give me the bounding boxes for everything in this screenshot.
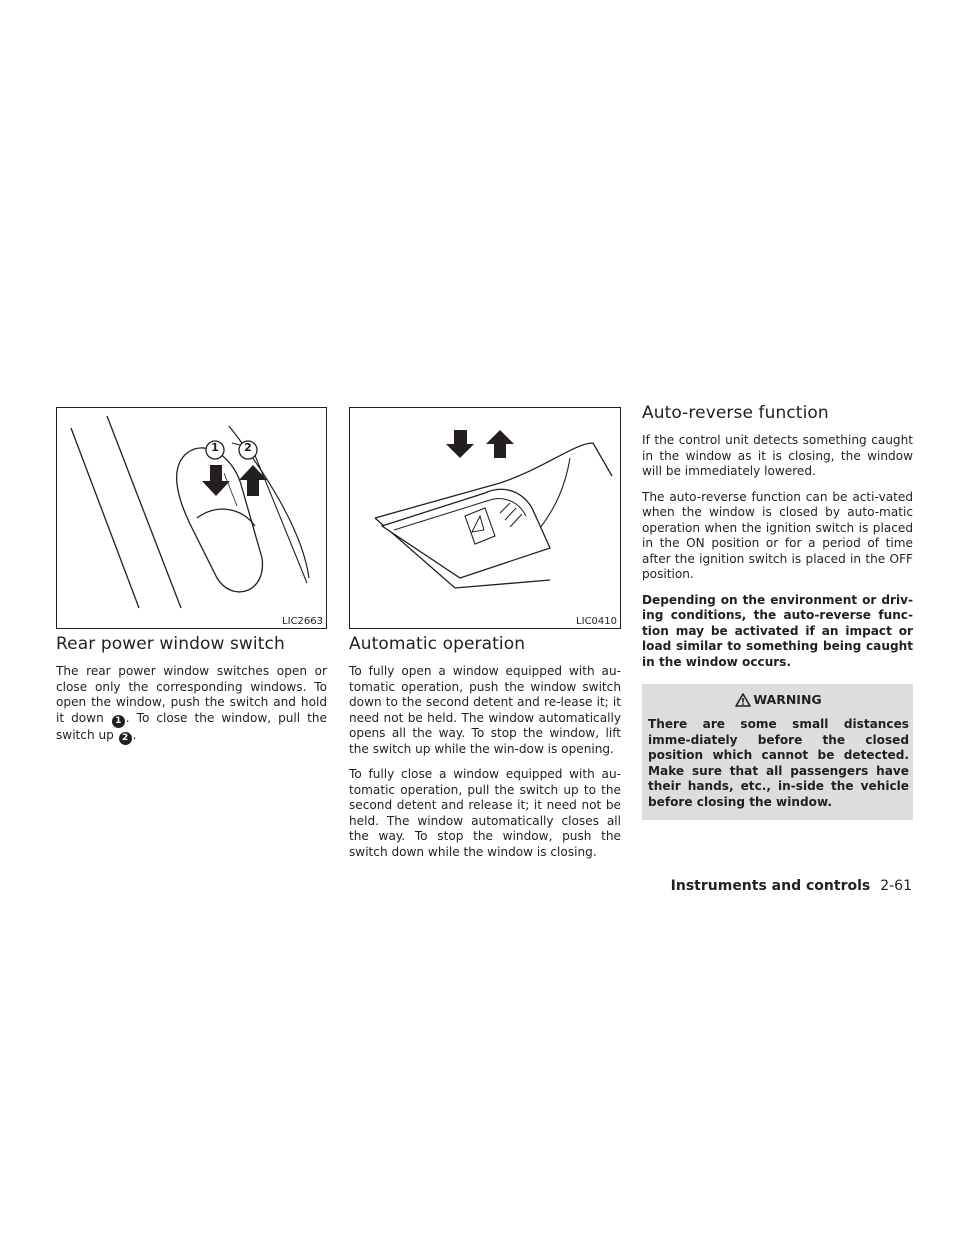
body-paragraph: If the control unit detects something caught in the window as it is closing, the window will be immediately lowered. xyxy=(642,433,913,478)
page-number: 2-61 xyxy=(880,878,912,894)
body-paragraph: To fully close a window equipped with au-tomatic operation, pull the switch up to the second detent and release it; it need not be held. The window automatically closes all the way. To stop the window, push the switch down while the window is closing. xyxy=(349,767,621,859)
figure-rear-window-switch xyxy=(56,407,327,629)
down-arrow-icon xyxy=(446,430,474,458)
page-footer xyxy=(671,878,912,894)
callout-2-icon: 2 xyxy=(119,732,132,745)
callout-1-icon: 1 xyxy=(112,715,125,728)
body-paragraph: To fully open a window equipped with au-tomatic operation, push the window switch down to the second detent and re-lease it; it need not be held. The window automatically opens all the way. To stop the window, lift the switch up while the win-dow is opening. xyxy=(349,664,621,756)
footer-section-title: Instruments and controls xyxy=(670,878,871,894)
section-heading: Auto-reverse function xyxy=(642,403,829,423)
figure-code: LIC0410 xyxy=(576,616,617,627)
warning-text: There are some small distances imme-diately before the closed position which cannot be detected. Make sure that all passengers have their hands, etc., in-side the vehicle before closing the window. xyxy=(648,717,909,809)
body-paragraph-bold: Depending on the environment or driv-ing conditions, the auto-reverse func-tion may be activated if an impact or load similar to something being caught in the window occurs. xyxy=(642,592,913,669)
figure-automatic-operation xyxy=(349,407,621,629)
section-heading: Automatic operation xyxy=(349,634,526,654)
rear-window-switch-illustration xyxy=(57,408,326,627)
body-paragraph: The auto-reverse function can be acti-vated when the window is closed by auto-matic operation when the ignition switch is placed in the ON position or for a period of time after the ignition switch is placed in the OFF position. xyxy=(642,489,913,581)
up-arrow-icon xyxy=(486,430,514,458)
callout-2-label: 2 xyxy=(244,441,252,454)
warning-heading: WARNING xyxy=(648,692,909,707)
section-heading: Rear power window switch xyxy=(56,634,285,654)
window-switch-illustration xyxy=(350,408,620,627)
body-paragraph: The rear power window switches open or close only the corresponding windows. To open the window, push the switch and hold it down 1 . To close the window, pull the switch up 2 . xyxy=(56,664,327,743)
column-auto-reverse xyxy=(642,403,913,820)
column-automatic-operation xyxy=(349,634,621,870)
callout-1-label: 1 xyxy=(211,441,219,454)
warning-box xyxy=(642,684,913,820)
column-rear-power-window xyxy=(56,634,327,755)
figure-code: LIC2663 xyxy=(282,616,323,627)
warning-triangle-icon xyxy=(735,693,751,707)
